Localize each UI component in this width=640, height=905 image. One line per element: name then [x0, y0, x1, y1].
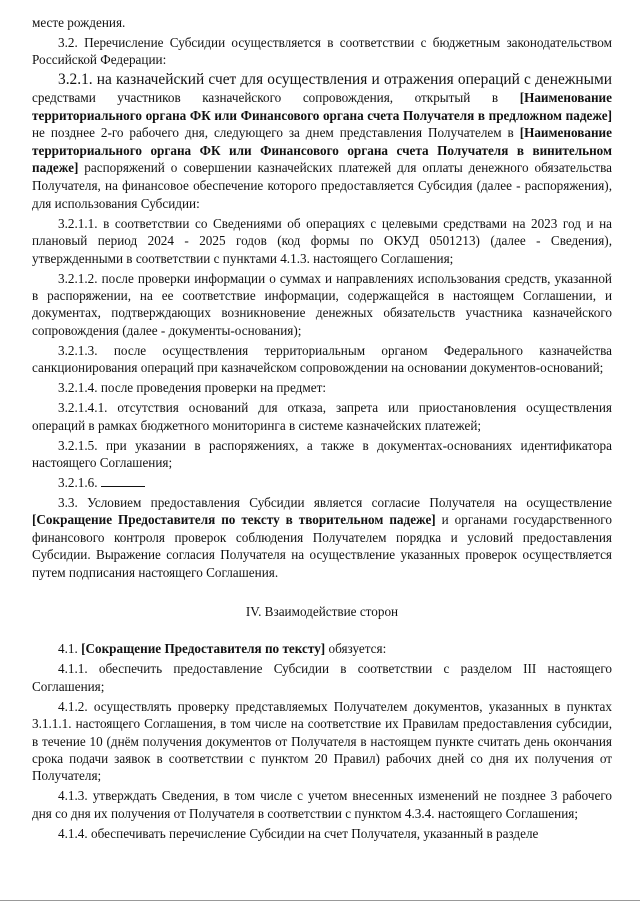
- text-3-2-1-body: средствами участников казначейского сопровождения, открытый в: [32, 90, 520, 105]
- paragraph-3-3: [32, 494, 612, 581]
- paragraph-3-2-1-4-1: 3.2.1.4.1. отсутствия оснований для отказа, запрета или приостановления осуществления операций в рамках бюджетного мониторинга в системе казначейских платежей;: [32, 400, 612, 433]
- text-3-3-lead: 3.3. Условием предоставления Субсидии является согласие Получателя на осуществление: [58, 495, 612, 510]
- placeholder-provider-instrumental: [Сокращение Предоставителя по тексту в творительном падеже]: [32, 512, 436, 528]
- section-heading-iv: IV. Взаимодействие сторон: [245, 604, 399, 620]
- paragraph-birthplace: месте рождения.: [32, 15, 126, 30]
- paragraph-4-1: [32, 640, 612, 657]
- paragraph-3-2-1-3: 3.2.1.3. после осуществления территориальным органом Федерального казначейства санкционирования операций при казначейском сопровождении на основании документов-оснований;: [32, 342, 612, 376]
- page-bottom-edge: [0, 900, 640, 901]
- text-3-2-1-deadline: не позднее 2-го рабочего дня, следующего за днем представления Получателем в: [32, 125, 520, 141]
- text-3-2-1-lead: 3.2.1. на казначейский счет для осуществления и отражения операций с денежными: [58, 71, 612, 89]
- paragraph-3-2-1-6: [32, 474, 612, 491]
- paragraph-4-1-1: 4.1.1. обеспечить предоставление Субсидии в соответствии с разделом III настоящего Соглашения;: [32, 661, 612, 694]
- paragraph-3-2-1-1: 3.2.1.1. в соответствии со Сведениями об операциях с целевыми средствами на 2023 год и на плановый период 2024 - 2025 годов (код формы по ОКУД 0501213) (далее - Сведения), утвержденными в соответствии с пунктами 4.1.3. настоящего Соглашения;: [32, 215, 612, 266]
- paragraph-4-1-2: 4.1.2. осуществлять проверку представляемых Получателем документов, указанных в пунктах 3.1.1.1. настоящего Соглашения, в том числе на соответствие их Правилам предоставления субсидии, в течение 10 (днём получения документов от Получателя в настоящем пункте считать день окончания срока подачи заявок в соответствии с пунктом 20 Правил) рабочих дней со дня их получения от Получателя;: [32, 698, 612, 784]
- placeholder-territorial-organ-prepositional: [Наименование территориального органа ФК или Финансового органа счета Получателя в предложном падеже]: [32, 90, 612, 123]
- text-3-2-1-6-number: 3.2.1.6.: [58, 475, 101, 490]
- text-4-1-number: 4.1.: [58, 641, 82, 657]
- paragraph-3-2-1: [32, 71, 612, 212]
- paragraph-3-2: 3.2. Перечисление Субсидии осуществляется в соответствии с бюджетным законодательством Российской Федерации:: [32, 35, 612, 68]
- paragraph-4-1-3: 4.1.3. утверждать Сведения, в том числе с учетом внесенных изменений не позднее 3 рабочего дня со дня их получения от Получателя в соответствии с пунктом 4.3.4. настоящего Соглашения;: [32, 788, 612, 821]
- placeholder-territorial-organ-accusative: [Наименование территориального органа ФК или Финансового органа счета Получателя в винительном падеже]: [32, 125, 612, 176]
- text-3-2-1-tail: распоряжений о совершении казначейских платежей для оплаты денежного обязательства Получателя, на финансовое обеспечение которого предоставляется Субсидия (далее - распоряжения), для использования Субсидии:: [32, 160, 612, 211]
- paragraph-4-1-4: 4.1.4. обеспечивать перечисление Субсидии на счет Получателя, указанный в разделе: [58, 825, 539, 841]
- placeholder-provider: [Сокращение Предоставителя по тексту]: [81, 641, 326, 657]
- text-3-3-tail: и органами государственного финансового контроля проверок соблюдения Получателем порядка и условий предоставления Субсидии. Выражение согласия Получателя на осуществление указанных проверок осуществляется путем подписания настоящего Соглашения.: [32, 512, 612, 580]
- paragraph-3-2-1-4: 3.2.1.4. после проведения проверки на предмет:: [58, 380, 327, 396]
- paragraph-3-2-1-2: 3.2.1.2. после проверки информации о суммах и направлениях использования средств, указанной в распоряжении, на ее соответствие информации, содержащейся в настоящем Соглашении, и документах, подтверждающих возникновение денежных обязательств участника казначейского сопровождения (далее - документы-основания);: [32, 270, 612, 338]
- paragraph-3-2-1-5: 3.2.1.5. при указании в распоряжениях, а также в документах-основаниях идентификатора настоящего Соглашения;: [32, 437, 612, 470]
- text-4-1-tail: обязуется:: [325, 641, 387, 657]
- blank-fill-line: [101, 475, 145, 487]
